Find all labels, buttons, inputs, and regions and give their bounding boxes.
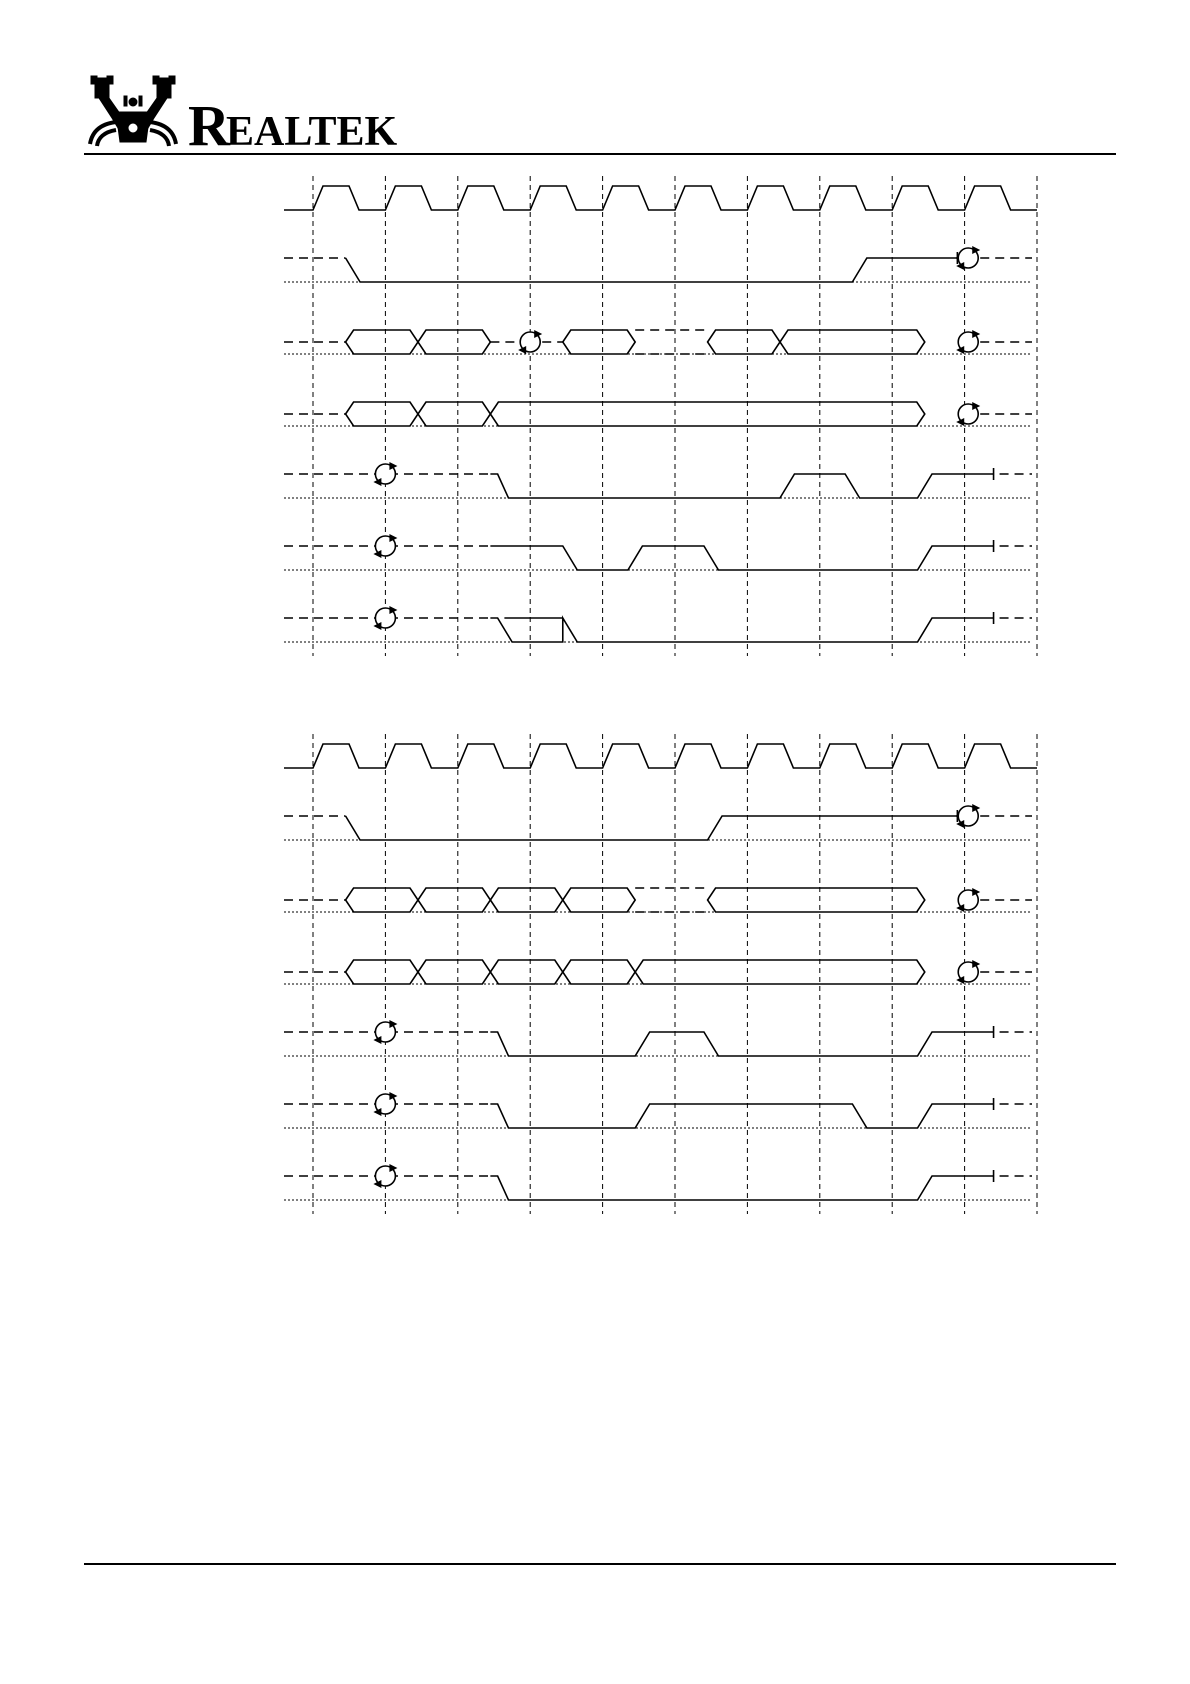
bus-data-cell [418,402,490,426]
bus-data-cell [346,402,418,426]
bus-data-cell [635,960,925,984]
signal-level-line [346,258,958,282]
signal-waveform [284,246,1032,282]
signal-waveform [284,462,1032,498]
realtek-logo [90,76,398,158]
signal-level-line [490,618,993,642]
tristate-arrow-icon [373,534,397,558]
tristate-arrow-icon [956,246,980,270]
signal-waveform [284,1092,1032,1128]
clock-waveform [284,744,1037,768]
bus-data-cell [490,888,562,912]
bus-data-cell [418,960,490,984]
bus-data-cell [418,330,490,354]
signal-level-line [346,816,958,840]
signal-level-line [490,1104,993,1128]
bus-data-cell [563,888,635,912]
signal-waveform [284,888,1032,912]
signal-level-line [490,546,993,570]
bus-data-cell [490,402,924,426]
bus-data-cell [346,330,418,354]
tristate-arrow-icon [956,888,980,912]
bus-data-cell [563,330,635,354]
signal-waveform [284,330,1032,354]
signal-waveform [284,534,1032,570]
bus-data-cell [563,960,635,984]
signal-waveform [284,402,1032,426]
signal-waveform [284,186,1037,210]
tristate-arrow-icon [373,606,397,630]
tristate-arrow-icon [373,1092,397,1116]
signal-level-line [490,1176,993,1200]
realtek-crab-emblem [90,76,176,146]
tristate-arrow-icon [373,1020,397,1044]
tristate-arrow-icon [956,402,980,426]
bus-data-cell [418,888,490,912]
bus-data-cell [708,330,780,354]
logo-text-rest: EALTEK [226,109,398,155]
timing-diagram-2 [284,734,1037,1214]
signal-waveform [284,1164,1032,1200]
signal-waveform [284,744,1037,768]
signal-waveform [284,960,1032,984]
tristate-arrow-icon [956,804,980,828]
bus-data-cell [346,888,418,912]
bus-data-cell [490,960,562,984]
signal-waveform [284,804,1032,840]
bus-data-cell [346,960,418,984]
logo-text-first: R [188,93,230,158]
signal-waveform [284,606,1032,642]
signal-level-line [490,474,993,498]
signal-waveform [284,1020,1032,1056]
tristate-arrow-icon [956,330,980,354]
clock-waveform [284,186,1037,210]
signal-level-line [490,1032,993,1056]
turnaround-arrow-icon [518,330,542,354]
tristate-arrow-icon [956,960,980,984]
timing-diagram-1 [284,176,1037,656]
bus-data-cell [780,330,925,354]
tristate-arrow-icon [373,1164,397,1188]
tristate-arrow-icon [373,462,397,486]
